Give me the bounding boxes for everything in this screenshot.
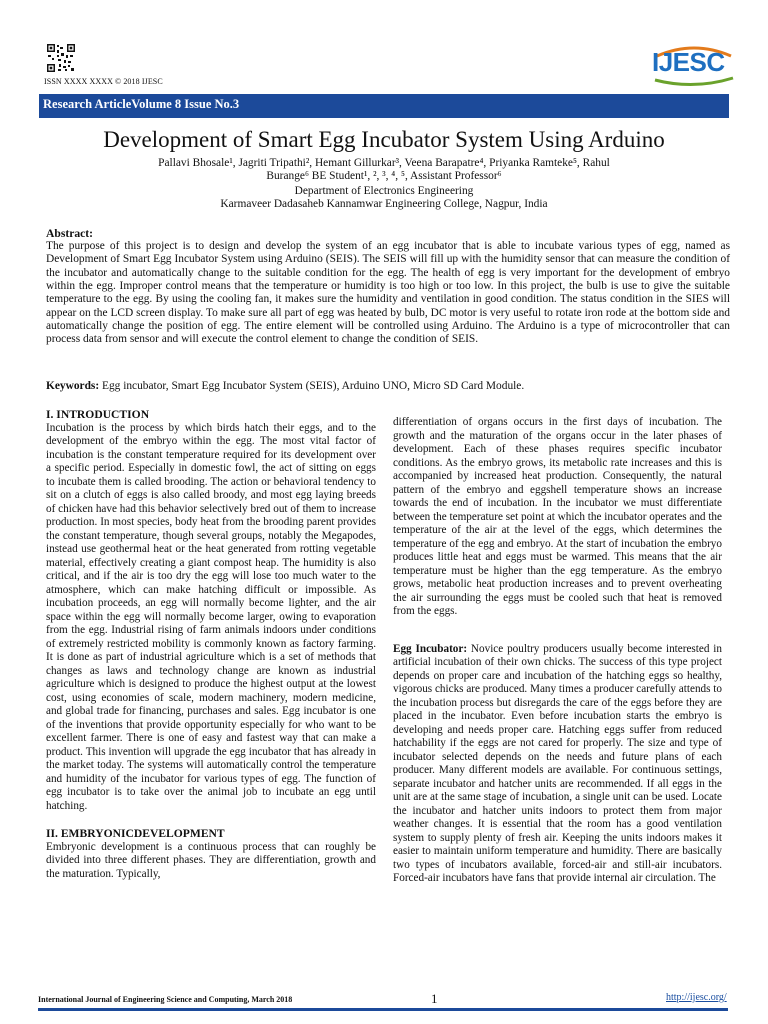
page-number: 1 [431, 991, 438, 1006]
keywords-label: Keywords: [46, 380, 100, 392]
department: Department of Electronics Engineering [294, 185, 474, 197]
paper-title: Development of Smart Egg Incubator System Using Arduino [103, 127, 665, 152]
egg-incubator-label: Egg Incubator: [393, 642, 468, 655]
qr-code-icon [46, 43, 76, 73]
authors [150, 157, 618, 183]
journal-link[interactable]: http://ijesc.org/ [666, 992, 727, 1003]
article-info-text: Research ArticleVolume 8 Issue No.3 [43, 97, 240, 111]
intro-heading: I. INTRODUCTION [46, 408, 150, 421]
right-paragraph-1: differentiation of organs occurs in the first days of incubation. The growth and the maturation of the organs occur in the later phases of development. Each of these phases requires specific incubator conditions. As the embryo grows, its metabolic rate increases and this is accompanied by increased heat production. Consequently, the natural pattern of the embryo and eggshell temperature shows an increase towards the end of incubation. In the incubator we must differentiate between the temperature set point at which the incubator operates and the temperature of the air at the level of the eggs, which determines the temperature of the egg and embryo. At the start of incubation the embryo produces little heat and eggs must be warmed. This means that the air temperature must be higher than the egg temperature. As the embryo grows, metabolic heat production increases and to prevent overheating the air surrounding the eggs must be cooled such that heat is removed from the eggs. [393, 416, 722, 617]
journal-logo-text: IJESC [652, 47, 725, 77]
authors-line-1: Pallavi Bhosale¹, Jagriti Tripathi², Hemant Gillurkar³, Veena Barapatre⁴, Priyanka Ramteke⁵, Rahul [158, 157, 610, 169]
left-column [46, 408, 376, 881]
authors-line-2: Burange⁶ BE Student¹, ², ³, ⁴, ⁵, Assistant Professor⁶ [266, 170, 502, 182]
college: Karmaveer Dadasaheb Kannamwar Engineering College, Nagpur, India [220, 198, 548, 210]
intro-paragraph: Incubation is the process by which birds hatch their eggs, and to the development of the embryo within the egg. The most vital factor of incubation is the constant temperature required for its development over a specific period. Especially in domestic fowl, the act of sitting on eggs to incubate them is called brooding. The action or behavioral tendency to sit on a clutch of eggs is also called broody, and most egg laying breeds of chicken have had this behavior selectively bred out of them to increase production. In most species, body heat from the brooding parent provides the constant temperature, though several groups, notably the Megapodes, instead use geothermal heat or the heat generated from rotting vegetable material, effectively creating a giant compost heap. The humidity is also critical, and if the air is too dry the egg will lose too much water to the atmosphere, which can make hatching difficult or impossible. As incubation proceeds, an egg will normally become lighter, and the air space within the egg will normally become larger, owing to evaporation from the egg. Industrial rising of farm animals indoors under conditions of extremely restricted mobility is commonly known as factory farming. It is done as part of industrial agriculture which is a set of methods that changes as laws and technology change are known as industrial agriculture which is designed to produce the highest output at the lowest cost, using economies of scale, modern machinery, modern medicine, and global trade for financing, purchases and sales. Egg incubator is one of the inventions that provide opportunity especially for who want to be excellent farmer. There is one of easy and fastest way that can make a product. This invention will upgrade the egg incubator that has already in the market today. The systems will automatically control the temperature and humidity of the incubator for various types of egg. The function of egg incubator is to take over the animal job to incubate an egg until hatching. [46, 421, 376, 812]
issn-text: ISSN XXXX XXXX © 2018 IJESC [44, 77, 163, 86]
footer-divider [38, 1008, 728, 1011]
embryo-paragraph: Embryonic development is a continuous process that can roughly be divided into three different phases. They are differentiation, growth and the maturation. Typically, [46, 840, 376, 880]
right-column [393, 416, 722, 886]
keywords-text: Egg incubator, Smart Egg Incubator System (SEIS), Arduino UNO, Micro SD Card Module. [99, 380, 525, 392]
egg-incubator-text: Novice poultry producers usually become interested in artificial incubation of their own chicks. The success of this type project depends on proper care and incubation of the hatching eggs so healthy, vigorous chicks are produced. Many times a producer carefully attends to the incubation process but disregards the care of the eggs before they are placed in the incubator. Even before incubation starts the embryo is developing and needs proper care. Hatching eggs suffer from reduced hatchability if the eggs are not cared for properly. The size and type of incubator selected depends on the needs and future plans of each producer. Many different models are available. For continuous settings, separate incubator and hatcher units are recommended. If all eggs in the unit are at the same stage of incubation, a single unit can be used. Locate the incubator and hatcher units indoors to protect them from major weather changes. It is essential that the room has a good ventilation system to supply plenty of fresh air. Keeping the units indoors makes it easier to maintain uniform temperature and humidity. There are basically two types of incubators available, forced-air and still-air incubators. Forced-air incubators have fans that provide internal air circulation. The [393, 642, 722, 884]
abstract-heading: Abstract: [46, 227, 94, 240]
abstract-text: The purpose of this project is to design and develop the system of an egg incubator that is able to incubate various types of egg, named as Development of Smart Egg Incubator System using Arduino (SEIS). The SEIS will fill up with the humidity sensor that can measure the condition of the incubator and automatically change to the suitable condition for the egg. The health of egg is very important for the development of embryo within the egg. Improper control means that the temperature or humidity is too high or too low. In this project, the bulb is use to give the suitable temperature to the egg. By using the cooling fan, it makes sure the humidity and ventilation in good condition. The status condition in the SIES will appear on the LCD screen display. To make sure all part of egg was heated by bulb, DC motor is very useful to rotate iron rode at the bottom side and automatically change the position of egg. The entire element will be controlled using Arduino. The Arduino is a type of microcontroller that can process data from sensor and will execute the control element to change the condition of SEIS. [46, 240, 730, 346]
article-info-bar [39, 94, 729, 118]
footer-journal: International Journal of Engineering Science and Computing, March 2018 [38, 995, 293, 1004]
embryo-heading: II. EMBRYONICDEVELOPMENT [46, 827, 225, 840]
keywords [46, 380, 730, 392]
egg-incubator-paragraph [393, 643, 722, 886]
